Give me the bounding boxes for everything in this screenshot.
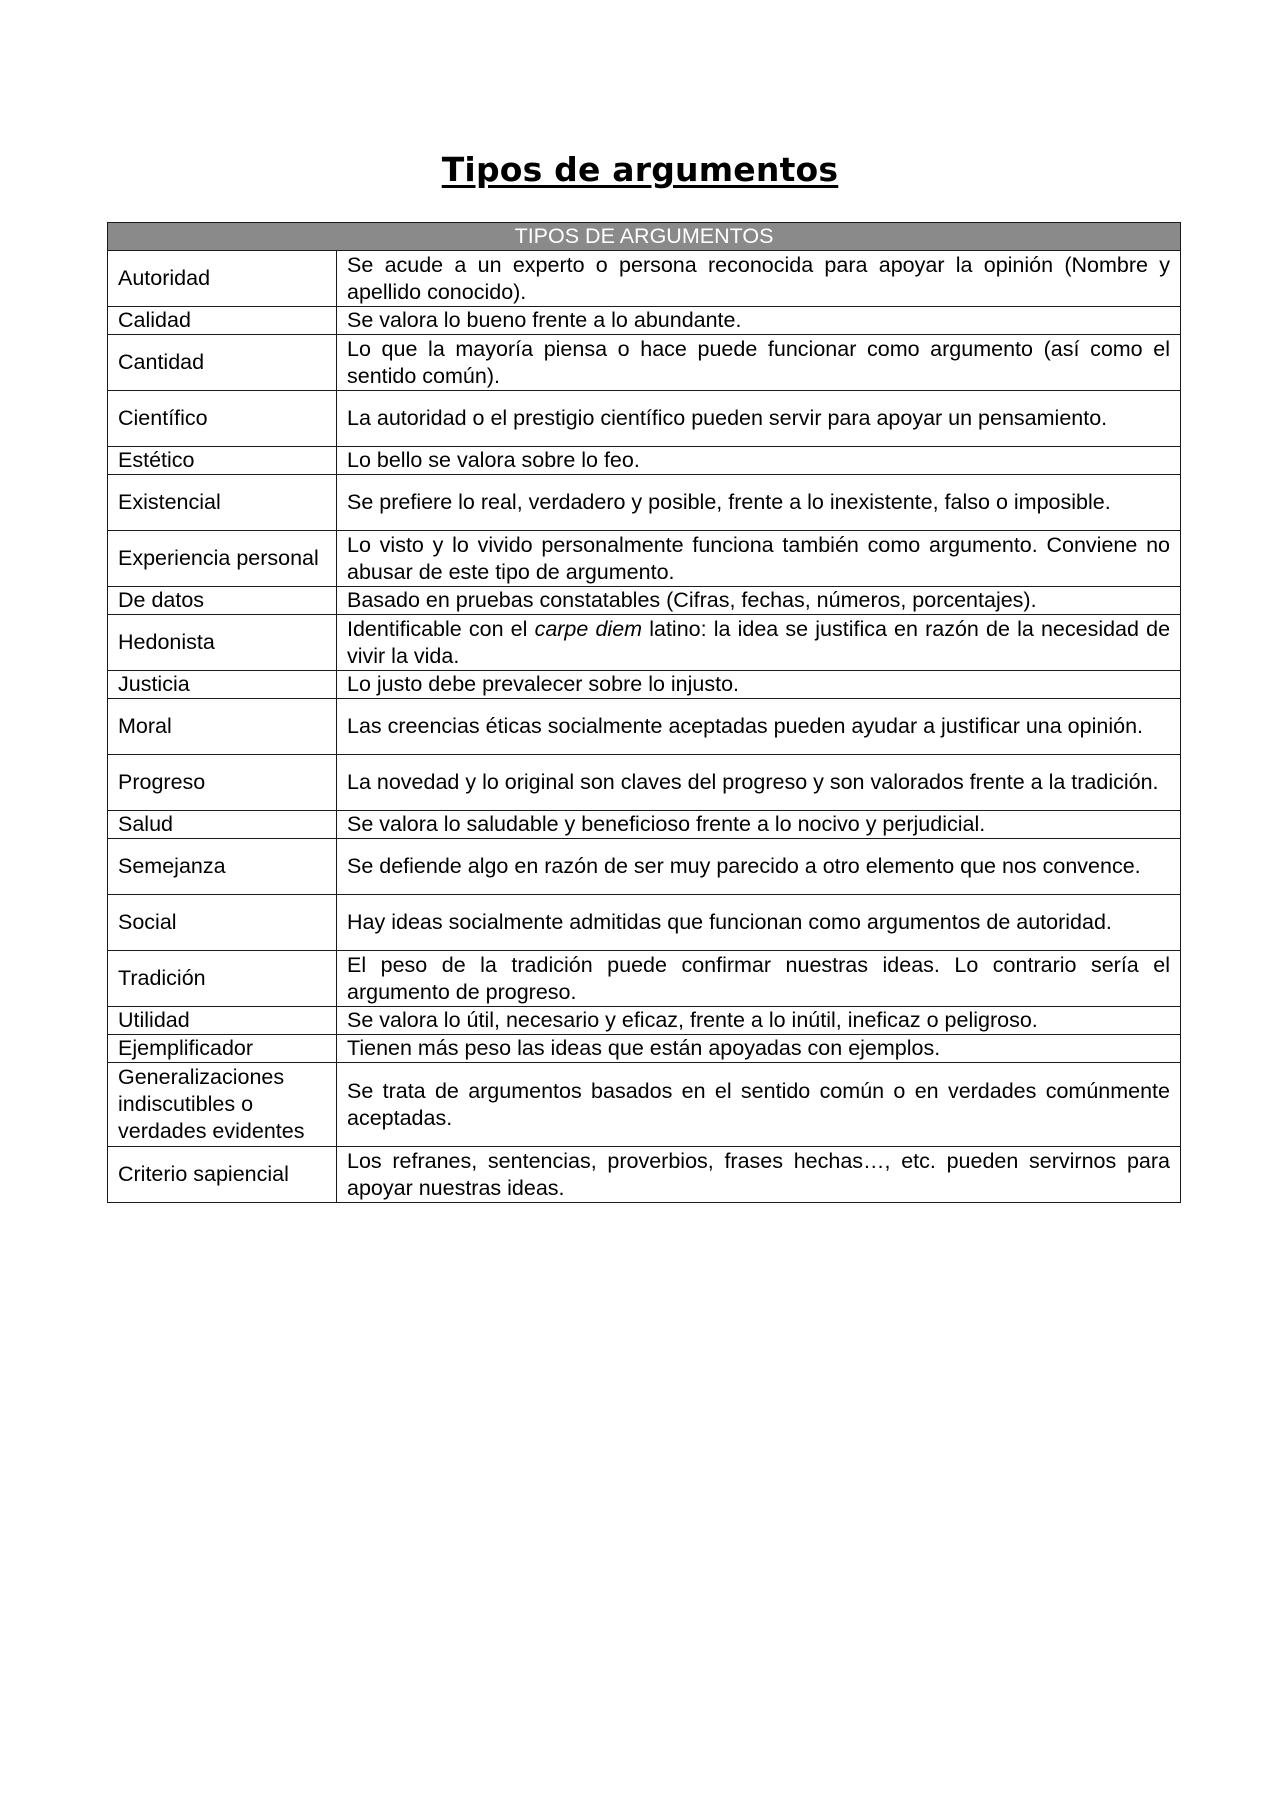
argument-description: Se trata de argumentos basados en el sentido común o en verdades comúnmente aceptadas.	[337, 1063, 1181, 1147]
argument-type: Criterio sapiencial	[108, 1147, 337, 1203]
argument-description: Basado en pruebas constatables (Cifras, fechas, números, porcentajes).	[337, 587, 1181, 615]
argument-type: Existencial	[108, 475, 337, 531]
description-text: Identificable con el	[347, 616, 535, 641]
argument-type: Progreso	[108, 755, 337, 811]
argument-description: Lo bello se valora sobre lo feo.	[337, 447, 1181, 475]
table-row	[108, 447, 1181, 475]
arguments-table	[107, 222, 1181, 1203]
table-row	[108, 1035, 1181, 1063]
argument-description: Se valora lo saludable y beneficioso frente a lo nocivo y perjudicial.	[337, 811, 1181, 839]
latin-phrase: carpe diem	[534, 616, 643, 641]
table-header: TIPOS DE ARGUMENTOS	[108, 223, 1181, 251]
argument-description: Hay ideas socialmente admitidas que funcionan como argumentos de autoridad.	[337, 895, 1181, 951]
page-title: Tipos de argumentos	[441, 150, 839, 189]
table-row	[108, 811, 1181, 839]
argument-description: Lo que la mayoría piensa o hace puede funcionar como argumento (así como el sentido común).	[337, 335, 1181, 391]
argument-type: Ejemplificador	[108, 1035, 337, 1063]
table-row	[108, 615, 1181, 671]
table-row	[108, 671, 1181, 699]
argument-type: Hedonista	[108, 615, 337, 671]
argument-type: Utilidad	[108, 1007, 337, 1035]
argument-type: Estético	[108, 447, 337, 475]
table-row	[108, 755, 1181, 811]
argument-description: La autoridad o el prestigio científico pueden servir para apoyar un pensamiento.	[337, 391, 1181, 447]
description-text: latino: la idea se justifica en razón de la necesidad de vivir la vida.	[347, 616, 1171, 668]
table-row	[108, 839, 1181, 895]
argument-type: Científico	[108, 391, 337, 447]
table-row	[108, 335, 1181, 391]
argument-description: Lo justo debe prevalecer sobre lo injusto.	[337, 671, 1181, 699]
argument-type: Social	[108, 895, 337, 951]
argument-type: Autoridad	[108, 251, 337, 307]
argument-type: Tradición	[108, 951, 337, 1007]
argument-description: El peso de la tradición puede confirmar nuestras ideas. Lo contrario sería el argumento de progreso.	[337, 951, 1181, 1007]
table-row	[108, 951, 1181, 1007]
argument-description: Lo visto y lo vivido personalmente funciona también como argumento. Conviene no abusar de este tipo de argumento.	[337, 531, 1181, 587]
table-row	[108, 531, 1181, 587]
table-header-row	[108, 223, 1181, 251]
table-row	[108, 251, 1181, 307]
argument-description: Los refranes, sentencias, proverbios, frases hechas…, etc. pueden servirnos para apoyar nuestras ideas.	[337, 1147, 1181, 1203]
table-row	[108, 475, 1181, 531]
argument-type: Salud	[108, 811, 337, 839]
argument-description: Las creencias éticas socialmente aceptadas pueden ayudar a justificar una opinión.	[337, 699, 1181, 755]
argument-description: Se prefiere lo real, verdadero y posible, frente a lo inexistente, falso o imposible.	[337, 475, 1181, 531]
argument-type: Moral	[108, 699, 337, 755]
table-row	[108, 1063, 1181, 1147]
argument-type: De datos	[108, 587, 337, 615]
argument-type: Calidad	[108, 307, 337, 335]
argument-type: Generalizaciones indiscutibles o verdades evidentes	[108, 1063, 337, 1147]
table-row	[108, 391, 1181, 447]
table-row	[108, 699, 1181, 755]
argument-description	[337, 615, 1181, 671]
argument-type: Justicia	[108, 671, 337, 699]
argument-description: Se defiende algo en razón de ser muy parecido a otro elemento que nos convence.	[337, 839, 1181, 895]
argument-description: Se valora lo bueno frente a lo abundante.	[337, 307, 1181, 335]
argument-description: Tienen más peso las ideas que están apoyadas con ejemplos.	[337, 1035, 1181, 1063]
table-row	[108, 307, 1181, 335]
argument-type: Experiencia personal	[108, 531, 337, 587]
table-row	[108, 895, 1181, 951]
argument-type: Cantidad	[108, 335, 337, 391]
argument-description: La novedad y lo original son claves del progreso y son valorados frente a la tradición.	[337, 755, 1181, 811]
table-row	[108, 1147, 1181, 1203]
argument-description: Se acude a un experto o persona reconocida para apoyar la opinión (Nombre y apellido conocido).	[337, 251, 1181, 307]
table-row	[108, 587, 1181, 615]
argument-type: Semejanza	[108, 839, 337, 895]
argument-description: Se valora lo útil, necesario y eficaz, frente a lo inútil, ineficaz o peligroso.	[337, 1007, 1181, 1035]
table-row	[108, 1007, 1181, 1035]
